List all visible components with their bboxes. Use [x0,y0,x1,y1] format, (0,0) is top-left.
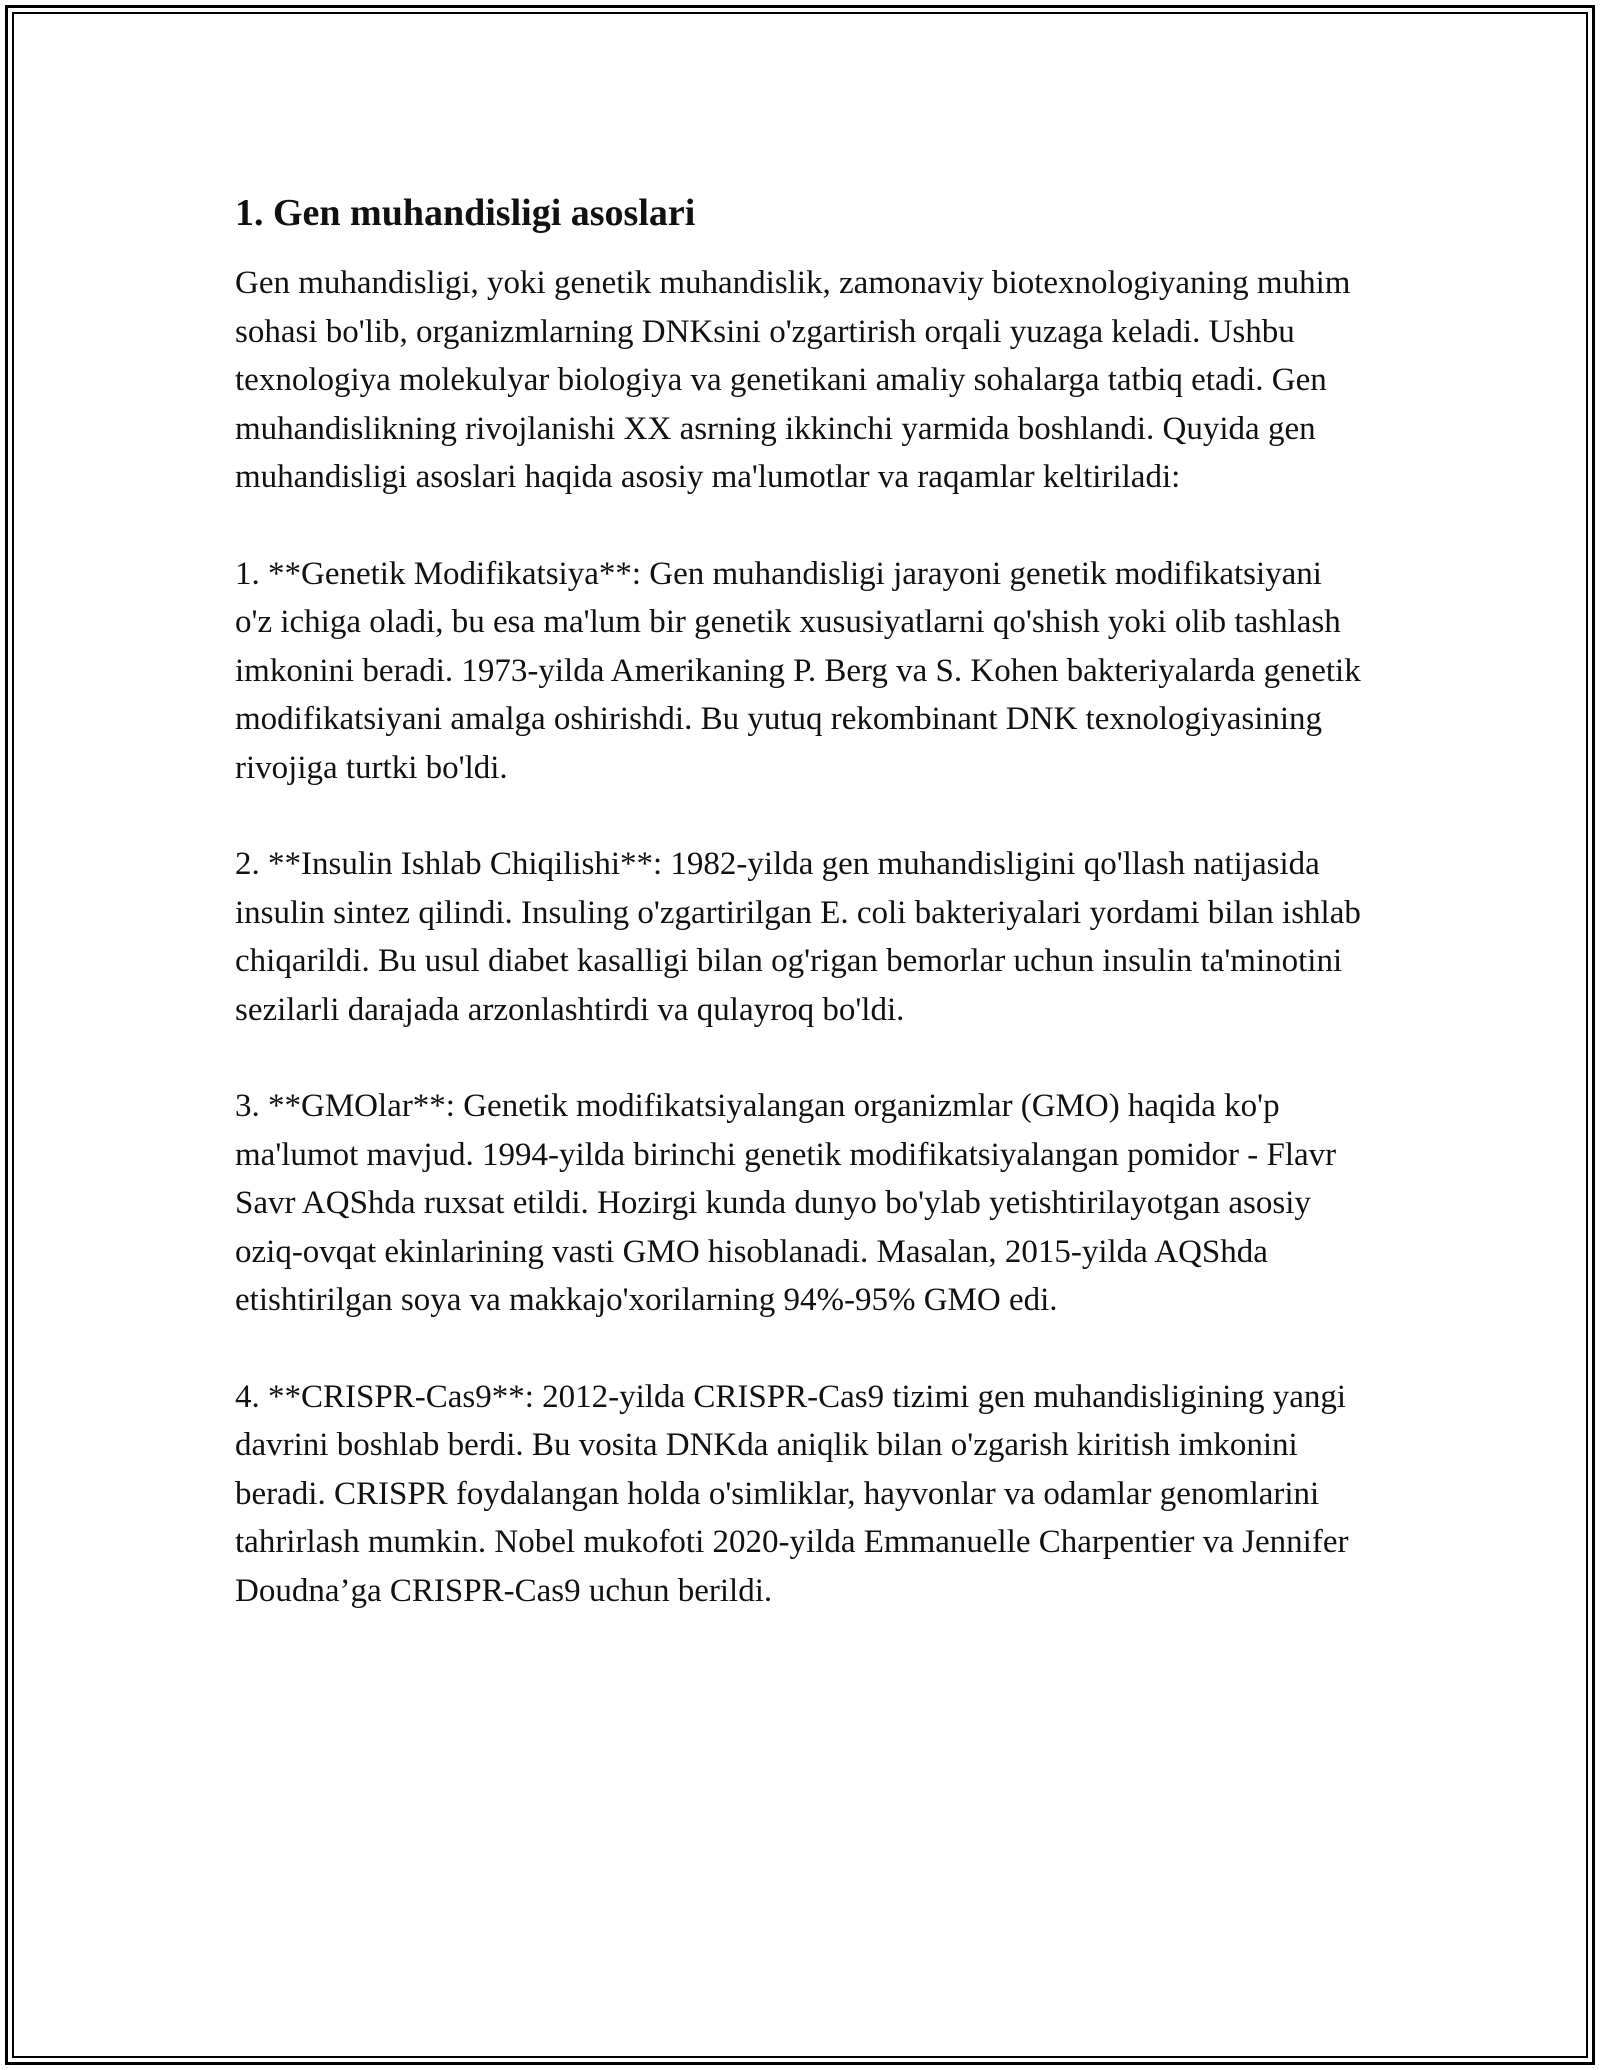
paragraph-crispr: 4. **CRISPR-Cas9**: 2012-yilda CRISPR-Cas9 tizimi gen muhandisligining yangi davrini boshlab berdi. Bu vosita DNKda aniqlik bilan o'zgarish kiritish imkonini beradi. CRISPR foydalangan holda o'simliklar, hayvonlar va odamlar genomlarini tahrirlash mumkin. Nobel mukofoti 2020-yilda Emmanuelle Charpentier va Jennifer Doudna’ga CRISPR-Cas9 uchun berildi. [235,1378,1349,1609]
paragraph-genetic-modification: 1. **Genetik Modifikatsiya**: Gen muhandisligi jarayoni genetik modifikatsiyani o'z ichiga oladi, bu esa ma'lum bir genetik xususiyatlarni qo'shish yoki olib tashlash imkonini beradi. 1973-yilda Amerikaning P. Berg va S. Kohen bakteriyalarda genetik modifikatsiyani amalga oshirishdi. Bu yutuq rekombinant DNK texnologiyasining rivojiga turtki bo'ldi. [235,555,1361,786]
intro-paragraph: Gen muhandisligi, yoki genetik muhandislik, zamonaviy biotexnologiyaning muhim sohasi bo'lib, organizmlarning DNKsini o'zgartirish orqali yuzaga keladi. Ushbu texnologiya molekulyar biologiya va genetikani amaliy sohalarga tatbiq etadi. Gen muhandislikning rivojlanishi XX asrning ikkinchi yarmida boshlandi. Quyida gen muhandisligi asoslari haqida asosiy ma'lumotlar va raqamlar keltiriladi: [235,265,1351,495]
section-heading: 1. Gen muhandisligi asoslari [235,192,696,234]
paragraph-gmo: 3. **GMOlar**: Genetik modifikatsiyalangan organizmlar (GMO) haqida ko'p ma'lumot mavjud. 1994-yilda birinchi genetik modifikatsiyalangan pomidor - Flavr Savr AQShda ruxsat etildi. Hozirgi kunda dunyo bo'ylab yetishtirilayotgan asosiy oziq-ovqat ekinlarining vasti GMO hisoblanadi. Masalan, 2015-yilda AQShda etishtirilgan soya va makkajo'xorilarning 94%-95% GMO edi. [235,1088,1337,1318]
document-body [235,185,1365,1663]
paragraph-insulin: 2. **Insulin Ishlab Chiqilishi**: 1982-yilda gen muhandisligini qo'llash natijasida insulin sintez qilindi. Insuling o'zgartirilgan E. coli bakteriyalari yordami bilan ishlab chiqarildi. Bu usul diabet kasalligi bilan og'rigan bemorlar uchun insulin ta'minotini sezilarli darajada arzonlashtirdi va qulayroq bo'ldi. [235,846,1361,1028]
